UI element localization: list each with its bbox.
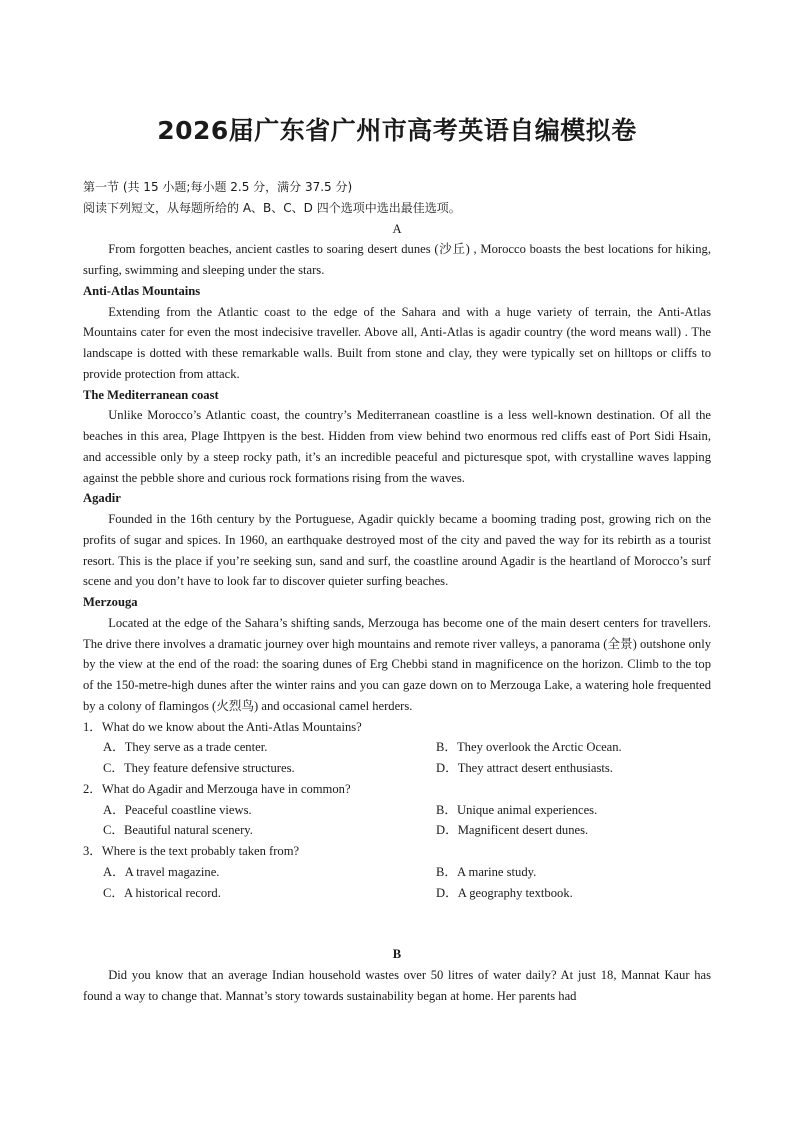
- question-2-option-c: C．Beautiful natural scenery.: [103, 823, 253, 838]
- section-text-anti-atlas: Extending from the Atlantic coast to the edge of the Sahara and with a huge variety of terrain, the Anti-Atlas Mountains cater for even the most indecisive traveller. Above all, Anti-Atlas is agadir country (the word means wall) . The landscape is dotted with these remarkable walls. Built from stone and clay, they were typically set on hilltops or cliffs to provide protection from attack.: [83, 304, 711, 381]
- section-spacer: [83, 903, 711, 944]
- question-1-option-c: C．They feature defensive structures.: [103, 761, 295, 775]
- question-3-options-row-1: [83, 862, 711, 883]
- section-text-mediterranean: Unlike Morocco’s Atlantic coast, the country’s Mediterranean coastline is a less well-known destination. Of all the beaches in this area, Plage Ihttpyen is the best. Hidden from view behind two enormous red cliffs east of Port Sidi Hsain, and accessible only by a steep rocky path, it’s an incredible peaceful and picturesque spot, with crystalline waves lapping against the pebble shore and curious rock formations rising from the waves.: [83, 408, 711, 485]
- question-1-option-b: B．They overlook the Arctic Ocean.: [436, 740, 622, 755]
- section-heading-mediterranean: The Mediterranean coast: [83, 387, 219, 402]
- question-1-option-d: D．They attract desert enthusiasts.: [436, 761, 613, 775]
- passage-a-intro: From forgotten beaches, ancient castles to soaring desert dunes (沙丘) , Morocco boasts the best locations for hiking, surfing, swimming and sleeping under the stars.: [83, 242, 711, 277]
- question-2-options-row-2: [83, 820, 711, 841]
- question-3-option-d: D．A geography textbook.: [436, 885, 573, 900]
- instructions: 阅读下列短文，从每题所给的 A、B、C、D 四个选项中选出最佳选项。: [83, 200, 461, 215]
- question-3-options-row-2: [83, 883, 711, 904]
- question-3-stem: 3．Where is the text probably taken from?: [83, 844, 300, 858]
- passage-b-label: B: [392, 947, 402, 962]
- question-1-options-row-2: [83, 758, 711, 779]
- section-heading-agadir: Agadir: [83, 491, 121, 506]
- section-heading-anti-atlas: Anti-Atlas Mountains: [83, 283, 201, 298]
- question-3-option-b: B．A marine study.: [436, 864, 537, 879]
- question-2-stem: 2．What do Agadir and Merzouga have in common?: [83, 781, 351, 796]
- section-text-merzouga: Located at the edge of the Sahara’s shifting sands, Merzouga has become one of the main desert centers for travellers. The drive there involves a dramatic journey over high mountains and remote river valleys, a panorama (全景) outshone only by the view at the end of the road: the soaring dunes of Erg Chebbi stand in magnificence on the horizon. Climb to the top of the 150-metre-high dunes after the winter rains and you can gaze down on to Merzouga Lake, a watering hole frequented by a colony of flamingos (火烈鸟) and occasional camel herders.: [83, 615, 711, 713]
- question-3-option-a: A．A travel magazine.: [103, 864, 220, 879]
- section-info: 第一节 (共 15 小题;每小题 2.5 分，满分 37.5 分): [83, 180, 353, 194]
- question-2-options-row-1: [83, 800, 711, 821]
- question-1-option-a: A．They serve as a trade center.: [103, 740, 268, 755]
- passage-a-label: A: [392, 221, 402, 236]
- section-text-agadir: Founded in the 16th century by the Portuguese, Agadir quickly became a booming trading post, growing rich on the profits of sugar and spices. In 1960, an earthquake destroyed most of the city and paved the way for its rebirth as a tourist resort. This is the place if you’re seeking sun, sand and surf, the coastline around Agadir is the heartland of Morocco’s surf scene and you don’t have to look far to discover quieter surfing beaches.: [83, 512, 711, 589]
- question-1-options-row-1: [83, 737, 711, 758]
- question-1-stem: 1．What do we know about the Anti-Atlas Mountains?: [83, 719, 362, 734]
- question-2-option-d: D．Magnificent desert dunes.: [436, 823, 589, 838]
- exam-content: [83, 177, 711, 1007]
- question-2-option-b: B．Unique animal experiences.: [436, 802, 598, 817]
- question-3-option-c: C．A historical record.: [103, 885, 221, 900]
- page-title: 2026届广东省广州市高考英语自编模拟卷: [157, 116, 637, 145]
- section-heading-merzouga: Merzouga: [83, 595, 138, 609]
- passage-b-text: Did you know that an average Indian household wastes over 50 litres of water daily? At just 18, Mannat Kaur has found a way to change that. Mannat’s story towards sustainability began at home. Her parents had: [83, 968, 711, 1003]
- question-2-option-a: A．Peaceful coastline views.: [103, 802, 252, 817]
